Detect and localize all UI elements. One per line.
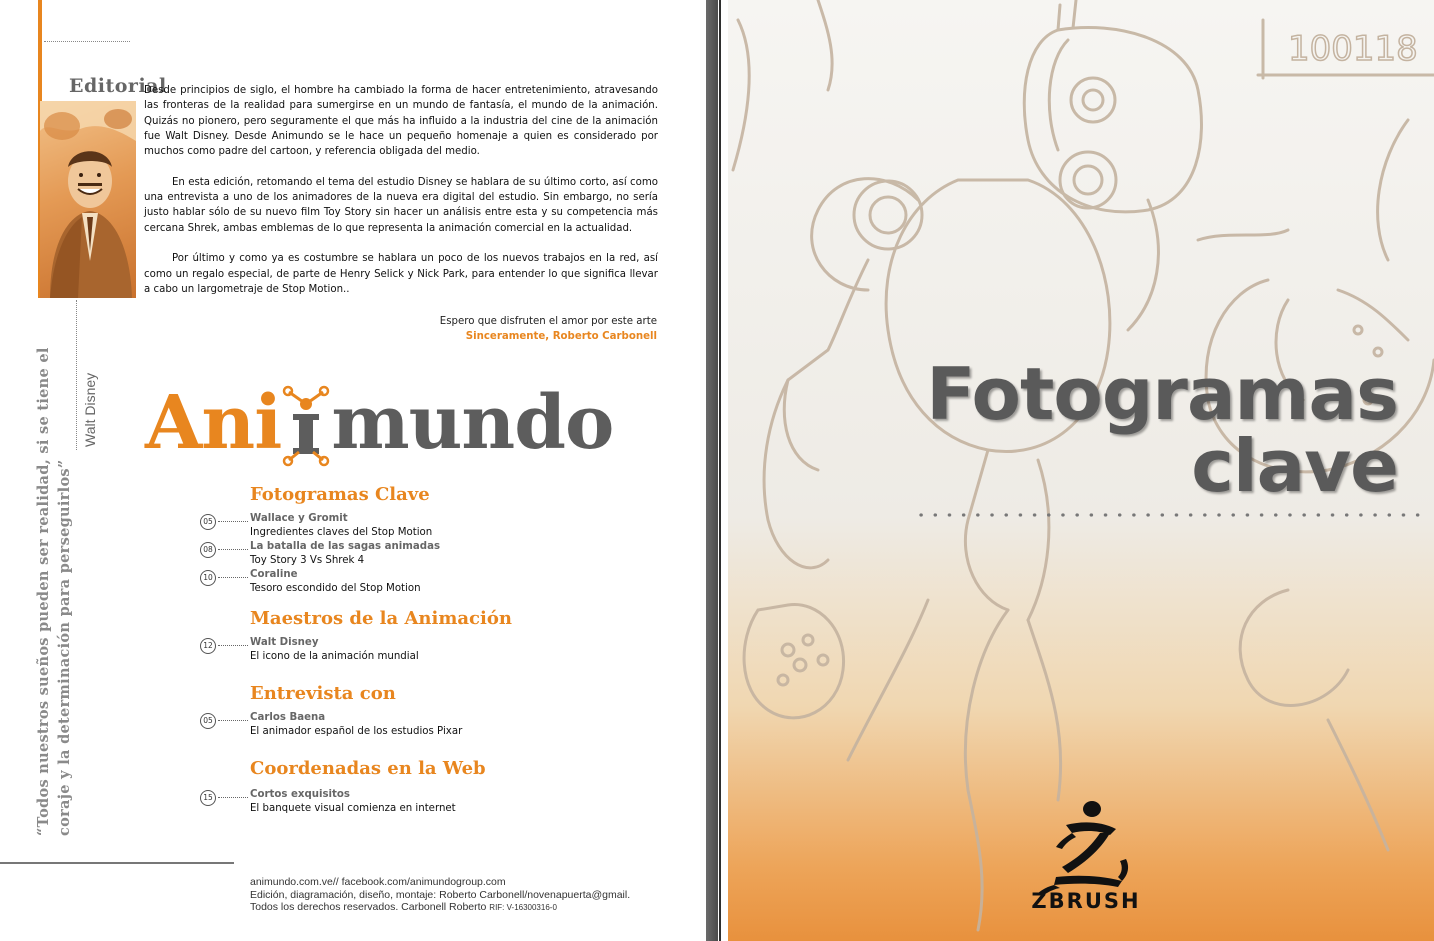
page-number-badge: 15: [200, 790, 216, 806]
toc-entry[interactable]: [198, 513, 668, 543]
page-number-badge: 05: [200, 514, 216, 530]
credits-footer: [250, 876, 690, 915]
footer-divider: [0, 862, 234, 864]
toc-entry-subtitle: El animador español de los estudios Pixar: [250, 726, 463, 737]
page-number-badge: 10: [200, 570, 216, 586]
toc-entry[interactable]: [198, 541, 668, 571]
walt-disney-portrait: [40, 101, 136, 298]
editorial-heading: Editorial: [69, 75, 167, 97]
toc-entry-title: Cortos exquisitos: [250, 789, 350, 800]
footer-rights: [250, 901, 690, 915]
feature-title-line2: clave: [1191, 424, 1398, 508]
toc-section-coordenadas: Coordenadas en la Web: [250, 758, 486, 779]
leader-dots: [218, 549, 248, 550]
sketch-label: 100118: [1288, 29, 1418, 69]
toc-entry-title: Walt Disney: [250, 637, 319, 648]
feature-title-line1: Fotogramas: [926, 352, 1398, 436]
toc-entry-subtitle: Toy Story 3 Vs Shrek 4: [250, 555, 365, 566]
toc-entry-title: La batalla de las sagas animadas: [250, 541, 441, 552]
page-number-badge: 08: [200, 542, 216, 558]
quote-author: Walt Disney: [82, 372, 98, 447]
toc-entry-title: Carlos Baena: [250, 712, 326, 723]
toc-section-maestros: Maestros de la Animación: [250, 608, 512, 629]
logo-part-mundo: mundo: [331, 380, 614, 466]
leader-dots: [218, 797, 248, 798]
logo-part-ani: Ani: [145, 380, 282, 466]
toc-entry-subtitle: Ingredientes claves del Stop Motion: [250, 527, 433, 538]
footer-links: animundo.com.ve// facebook.com/animundogroup.com: [250, 876, 506, 888]
gutter-shadow: [706, 0, 718, 941]
quote-divider: [76, 300, 77, 450]
footer-credits: Edición, diagramación, diseño, montaje: Roberto Carbonell/novenapuerta@gmail.: [250, 888, 631, 901]
editorial-signature: Sinceramente, Roberto Carbonell: [465, 331, 657, 342]
dotted-divider: [44, 41, 130, 42]
feature-title: [926, 352, 1398, 508]
page-number-badge: 12: [200, 638, 216, 654]
leader-dots: [218, 577, 248, 578]
editorial-paragraph: Desde principios de siglo, el hombre ha cambiado la forma de hacer entretenimiento, atravesando las fronteras de la realidad para sumergirse en un mundo de fantasía, el mundo de la animación. Quizás no pionero, pero seguramente el que más ha influido a la industria del cine de la animación fue Walt Disney. Desde Animundo se le hace un pequeño homenaje a quien es considerado por muchos como padre del cartoon, y referencia obligada del medio.: [144, 85, 658, 158]
footer-rights-text: Todos los derechos reservados. Carbonell Roberto: [250, 901, 490, 913]
leader-dots: [218, 720, 248, 721]
zbrush-wordmark: ZBRUSH: [1031, 889, 1141, 913]
toc-entry-subtitle: El icono de la animación mundial: [250, 651, 419, 662]
toc-entry[interactable]: [198, 637, 668, 667]
footer-rif: RIF: V-16300316-0: [489, 903, 557, 912]
toc-entry-title: Wallace y Gromit: [250, 513, 348, 524]
toc-entry-subtitle: El banquete visual comienza en internet: [250, 803, 456, 814]
editorial-paragraph: En esta edición, retomando el tema del estudio Disney se hablara de su último corto, así como una entrevista a uno de los animadores de la nueva era digital del estudio. Sin embargo, no sería justo hablar sólo de su nuevo film Toy Story sin hacer un análisis entre esta y su competencia más cercana Shrek, ambas emblemas de lo que representa la animación comercial en la actualidad.: [144, 176, 658, 234]
editorial-body: [144, 83, 658, 312]
title-dotted-rule: [914, 513, 1428, 517]
leader-dots: [218, 521, 248, 522]
editorial-paragraph: Por último y como ya es costumbre se hablara un poco de los nuevos trabajos en la red, así como un regalo especial, de parte de Henry Selick y Nick Park, para entender lo que significa llevar a cabo un largometraje de Stop Motion..: [144, 253, 658, 295]
leader-dots: [218, 645, 248, 646]
disney-quote: “Todos nuestros sueños pueden ser realidad, si se tiene el coraje y la determinación para perseguirlos”: [35, 347, 73, 836]
closing-line: Espero que disfruten el amor por este arte: [439, 316, 657, 327]
animundo-logo: [145, 378, 613, 468]
toc-section-fotogramas: Fotogramas Clave: [250, 484, 430, 505]
toc-entry[interactable]: [198, 789, 668, 819]
toc-entry-title: Coraline: [250, 569, 298, 580]
toc-section-entrevista: Entrevista con: [250, 683, 396, 704]
page-number-badge: 05: [200, 713, 216, 729]
editorial-closing: [360, 314, 657, 344]
right-page: [728, 0, 1434, 941]
toc-entry[interactable]: [198, 712, 668, 742]
left-page: [0, 0, 706, 941]
toc-entry[interactable]: [198, 569, 668, 599]
page-gutter: [706, 0, 728, 941]
toc-entry-subtitle: Tesoro escondido del Stop Motion: [250, 583, 421, 594]
gutter-line: [719, 0, 721, 941]
logo-figure-icon: [281, 378, 331, 468]
